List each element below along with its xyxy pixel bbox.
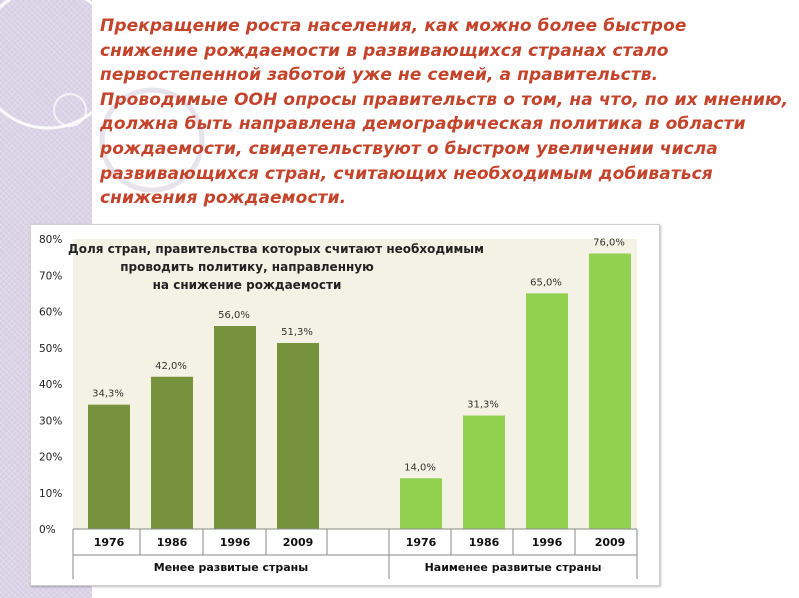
bar-chart	[31, 225, 659, 585]
data-label: 56,0%	[218, 310, 250, 321]
data-label: 14,0%	[404, 462, 436, 474]
bar	[400, 478, 442, 529]
category-label: 1976	[93, 536, 125, 549]
y-tick-label: 0%	[39, 524, 56, 536]
category-label: 1996	[219, 536, 251, 549]
data-label: 76,0%	[593, 237, 625, 249]
y-tick-label: 30%	[39, 415, 63, 428]
category-label: 1986	[468, 536, 500, 549]
y-tick-label: 10%	[39, 487, 63, 500]
page-heading: Прекращение роста населения, как можно более быстрое снижение рождаемости в развивающихся странах стало первостепенной заботой уже не семей, а правительств. Проводимые ООН опросы правительств о том, на что, по их мнению, должна быть направлена демографическая политика в области рождаемости, свидетельствуют о быстром увеличении числа развивающихся стран, считающих необходимым добиваться снижения рождаемости.	[100, 16, 789, 209]
bar	[214, 326, 256, 529]
y-tick-label: 20%	[39, 451, 63, 464]
y-tick-label: 40%	[39, 379, 63, 391]
bar	[526, 293, 568, 529]
y-tick-label: 60%	[39, 306, 63, 319]
bar	[277, 343, 319, 529]
bar	[151, 377, 193, 529]
chart-title-line: Доля стран, правительства которых считают необходимым	[68, 242, 484, 256]
data-label: 34,3%	[92, 388, 124, 400]
bar	[463, 416, 505, 529]
y-tick-label: 70%	[39, 270, 63, 283]
chart-title-line: проводить политику, направленную	[120, 260, 374, 274]
chart-title-line: на снижение рождаемости	[152, 278, 342, 292]
y-tick-label: 80%	[39, 234, 63, 246]
y-tick-label: 50%	[39, 342, 63, 355]
group-label: Наименее развитые страны	[424, 561, 602, 574]
data-label: 42,0%	[155, 360, 187, 372]
category-label: 1976	[405, 536, 437, 549]
category-label: 1996	[531, 536, 563, 549]
category-label: 1986	[156, 536, 188, 549]
data-label: 51,3%	[281, 327, 313, 339]
bar	[589, 254, 631, 530]
category-label: 2009	[282, 536, 314, 549]
chart-container	[30, 224, 660, 586]
bar	[88, 405, 130, 529]
data-label: 65,0%	[530, 277, 562, 289]
category-label: 2009	[594, 536, 626, 549]
group-label: Менее развитые страны	[153, 561, 309, 574]
data-label: 31,3%	[467, 399, 499, 411]
